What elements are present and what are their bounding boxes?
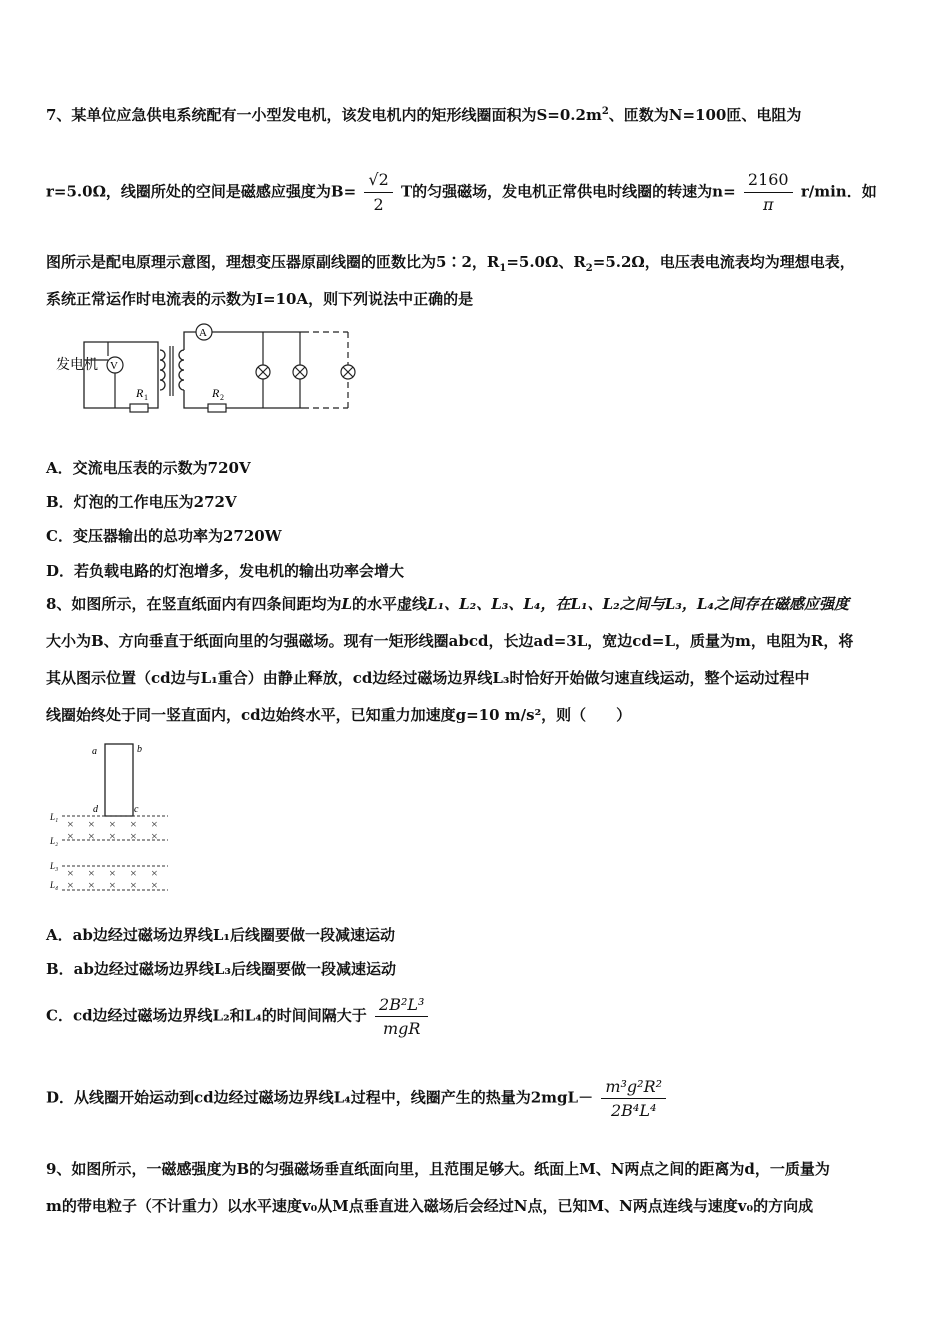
- q8-line-3: 其从图示位置（cd边与L₁重合）由静止释放，cd边经过磁场边界线L₃时恰好开始做匀速直线运动，整个运动过程中: [46, 669, 810, 687]
- svg-text:×: ×: [151, 866, 158, 880]
- q7-option-a[interactable]: A．交流电压表的示数为720V: [46, 459, 251, 477]
- svg-text:×: ×: [109, 866, 116, 880]
- svg-text:×: ×: [88, 878, 95, 892]
- c-fraction: $\frac{\text{2B²L³}}{\text{mgR}}$: [375, 995, 428, 1038]
- q7-line-2: r=5.0Ω，线圈所处的空间是磁感应强度为B= $\frac{√2}{2}$ T的匀强磁场，发电机正常供电时线圈的转速为n= $\frac{2160}{\pi}$ r/min．如: [46, 170, 877, 214]
- q8-option-b[interactable]: B．ab边经过磁场边界线L₃后线圈要做一段减速运动: [46, 960, 397, 978]
- b-fraction: $\frac{√2}{2}$: [364, 170, 392, 215]
- svg-text:×: ×: [130, 866, 137, 880]
- q7-line-1: 7、某单位应急供电系统配有一小型发电机，该发电机内的矩形线圈面积为$S=0.2m^2$、匝数为N=100匝、电阻为: [46, 106, 802, 124]
- svg-text:×: ×: [67, 878, 74, 892]
- svg-text:c: c: [134, 804, 139, 815]
- q7-option-c[interactable]: C．变压器输出的总功率为2720W: [46, 527, 282, 545]
- generator-label: 发电机: [56, 358, 98, 373]
- svg-text:d: d: [93, 804, 98, 815]
- magnetic-field-cross-icon: [67, 817, 158, 892]
- svg-text:R: R: [212, 386, 220, 400]
- svg-text:b: b: [137, 744, 142, 755]
- svg-text:×: ×: [130, 817, 137, 831]
- q8-option-d[interactable]: D．从线圈开始运动到cd边经过磁场边界线L₄过程中，线圈产生的热量为2mgL－ $\frac{\text{m³g²R²}}{\text{2B⁴L⁴}}$: [46, 1077, 669, 1120]
- q8-line-2: 大小为B、方向垂直于纸面向里的匀强磁场。现有一矩形线圈abcd，长边ad=3L，宽边cd=L，质量为m，电阻为R，将: [46, 632, 854, 650]
- q7-line-3: 图所示是配电原理示意图，理想变压器原副线圈的匝数比为5∶2，$R_1=5.0\Omega$、$R_2=5.2\Omega$，电压表电流表均为理想电表，: [46, 253, 855, 274]
- q9-line-1: 9、如图所示，一磁感强度为B的匀强磁场垂直纸面向里，且范围足够大。纸面上M、N两点之间的距离为d，一质量为: [46, 1160, 830, 1178]
- svg-text:R: R: [136, 386, 144, 400]
- svg-text:×: ×: [109, 817, 116, 831]
- svg-text:×: ×: [88, 866, 95, 880]
- svg-text:L₂: L₂: [50, 836, 59, 846]
- svg-text:×: ×: [151, 829, 158, 843]
- svg-text:×: ×: [151, 878, 158, 892]
- svg-text:×: ×: [151, 817, 158, 831]
- svg-text:V: V: [110, 360, 118, 372]
- svg-text:×: ×: [67, 866, 74, 880]
- svg-text:L₄: L₄: [50, 880, 59, 890]
- lamp-icon: [256, 365, 355, 379]
- svg-text:×: ×: [67, 817, 74, 831]
- q8-option-a[interactable]: A．ab边经过磁场边界线L₁后线圈要做一段减速运动: [46, 926, 395, 944]
- svg-text:×: ×: [109, 878, 116, 892]
- q8-field-diagram: [48, 738, 178, 898]
- svg-text:×: ×: [67, 829, 74, 843]
- svg-text:2: 2: [220, 393, 224, 402]
- svg-text:×: ×: [130, 829, 137, 843]
- svg-text:L₁: L₁: [50, 812, 59, 822]
- q7-line-4: 系统正常运作时电流表的示数为I=10A，则下列说法中正确的是: [46, 290, 474, 308]
- q8-line-4: 线圈始终处于同一竖直面内，cd边始终水平，已知重力加速度g=10 m/s²，则（ ）: [46, 706, 632, 724]
- svg-text:L₃: L₃: [50, 861, 59, 871]
- q9-line-2: m的带电粒子（不计重力）以水平速度v₀从M点垂直进入磁场后会经过N点，已知M、N两点连线与速度v₀的方向成: [46, 1197, 814, 1215]
- n-fraction: $\frac{2160}{\pi}$: [744, 170, 793, 215]
- coil-rectangle: [105, 744, 133, 816]
- d-fraction: $\frac{\text{m³g²R²}}{\text{2B⁴L⁴}}$: [601, 1077, 666, 1120]
- q7-option-d[interactable]: D．若负载电路的灯泡增多，发电机的输出功率会增大: [46, 562, 405, 580]
- svg-text:×: ×: [88, 817, 95, 831]
- q7-option-b[interactable]: B．灯泡的工作电压为272V: [46, 493, 237, 511]
- svg-text:a: a: [92, 746, 97, 757]
- q8-option-c[interactable]: C．cd边经过磁场边界线L₂和L₄的时间间隔大于 $\frac{\text{2B²L³}}{\text{mgR}}$: [46, 995, 431, 1038]
- q8-line-1: 8、如图所示，在竖直纸面内有四条间距均为L的水平虚线L₁、L₂、L₃、L₄，在L₁、L₂之间与L₃，L₄之间存在磁感应强度: [46, 595, 849, 613]
- svg-text:×: ×: [88, 829, 95, 843]
- svg-text:A: A: [199, 327, 207, 339]
- svg-text:1: 1: [144, 393, 148, 402]
- q7-circuit-diagram: [48, 320, 368, 420]
- svg-text:×: ×: [109, 829, 116, 843]
- svg-text:×: ×: [130, 878, 137, 892]
